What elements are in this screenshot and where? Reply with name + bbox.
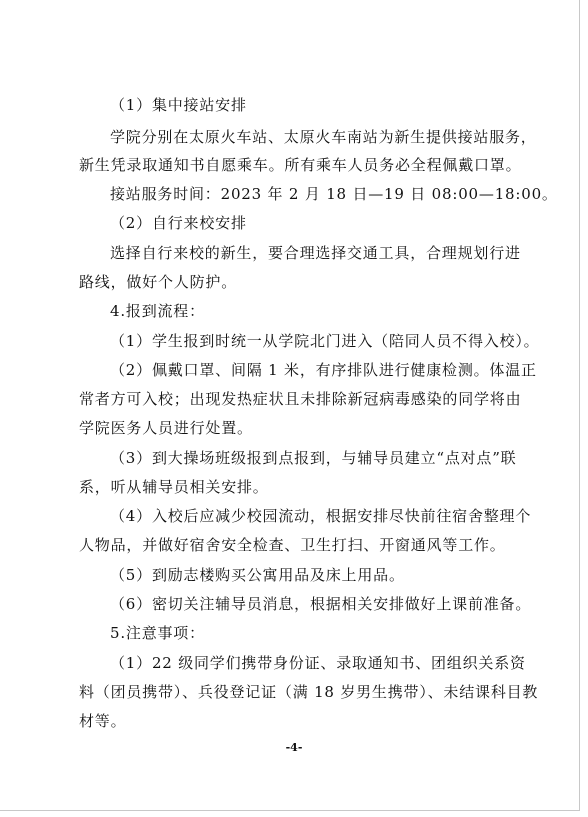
paragraph-line: 人物品，并做好宿舍安全检查、卫生打扫、开窗通风等工作。	[79, 536, 506, 554]
paragraph-line: （1）学生报到时统一从学院北门进入（陪同人员不得入校）。	[110, 332, 540, 350]
paragraph-line: 学院分别在太原火车站、太原火车南站为新生提供接站服务，	[110, 128, 537, 146]
paragraph-line: （1）22 级同学们携带身份证、录取通知书、团组织关系资	[110, 654, 526, 672]
section-heading-registration: 4.报到流程：	[110, 302, 205, 320]
paragraph-line: 学院医务人员进行处置。	[79, 419, 253, 437]
paragraph-line: （6）密切关注辅导员消息，根据相关安排做好上课前准备。	[110, 595, 532, 613]
paragraph-line: 选择自行来校的新生，要合理选择交通工具，合理规划行进	[110, 244, 521, 262]
paragraph-line: 材等。	[79, 712, 127, 730]
paragraph-line: 新生凭录取通知书自愿乘车。所有乘车人员务必全程佩戴口罩。	[79, 156, 522, 174]
paragraph-line: 系，听从辅导员相关安排。	[79, 478, 269, 496]
paragraph-line: 常者方可入校；出现发热症状且未排除新冠病毒感染的同学将由	[79, 390, 522, 408]
page-number: -4-	[285, 741, 303, 754]
paragraph-line: 接站服务时间：2023 年 2 月 18 日—19 日 08:00—18:00。	[110, 185, 558, 203]
heading-pickup-arrangement: （1）集中接站安排	[110, 96, 247, 114]
section-heading-notes: 5.注意事项：	[110, 624, 205, 642]
paragraph-line: 料（团员携带）、兵役登记证（满 18 岁男生携带）、未结课科目教	[79, 683, 539, 701]
paragraph-line: 路线，做好个人防护。	[79, 273, 238, 291]
paragraph-line: （4）入校后应减少校园流动，根据安排尽快前往宿舍整理个	[110, 507, 532, 525]
paragraph-line: （3）到大操场班级报到点报到，与辅导员建立“点对点”联	[110, 449, 517, 467]
paragraph-line: （2）佩戴口罩、间隔 1 米，有序排队进行健康检测。体温正	[110, 361, 537, 379]
paragraph-line: （5）到励志楼购买公寓用品及床上用品。	[110, 566, 405, 584]
heading-self-arrival: （2）自行来校安排	[110, 214, 247, 232]
